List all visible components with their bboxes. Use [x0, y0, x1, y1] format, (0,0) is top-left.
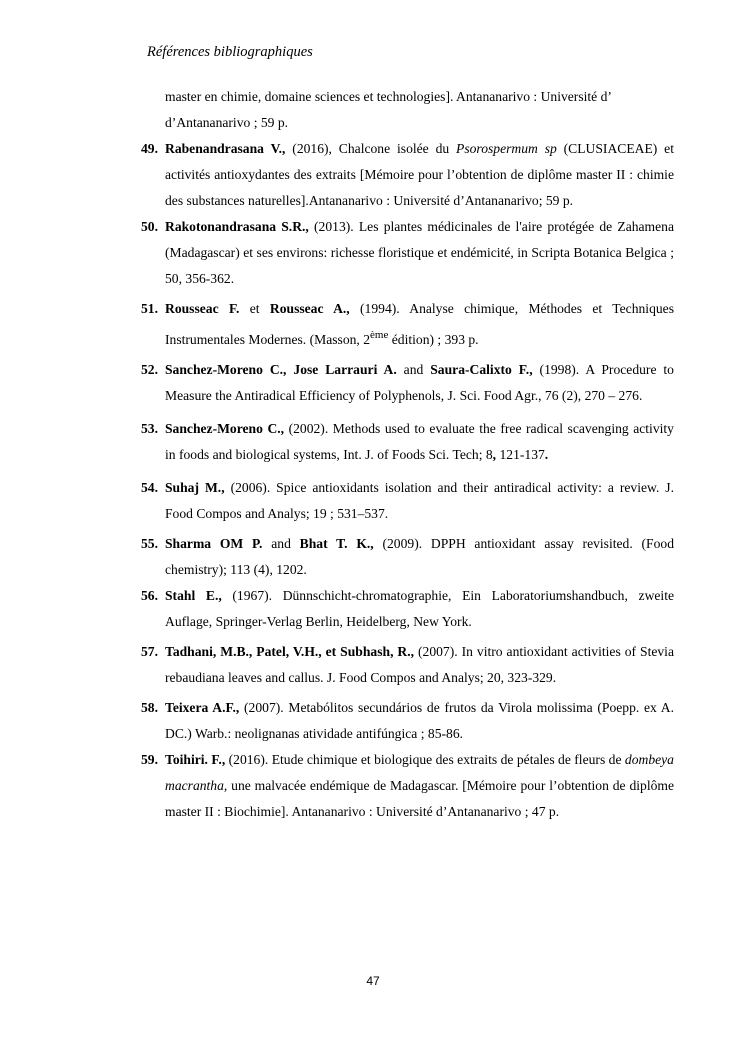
reference-italic: dombeya macrantha,	[165, 752, 674, 793]
reference-punct: ,	[492, 447, 497, 462]
reference-59	[118, 747, 674, 825]
reference-text: (1998). A Procedure to Measure the Antiradical Efficiency of Polyphenols, J. Sci. Food Agr., 76 (2), 270 – 276.	[165, 362, 674, 403]
reference-51	[118, 296, 674, 353]
reference-text: (CLUSIACEAE) et activités antioxydantes des extraits [Mémoire pour l’obtention de diplôme master II : chimie des substances naturelles].Antananarivo : Université d’Antananarivo; 59 p.	[165, 141, 674, 208]
reference-authors: Stahl E.,	[165, 588, 222, 603]
reference-authors: Suhaj M.,	[165, 480, 225, 495]
reference-number: 55.	[141, 536, 158, 551]
reference-superscript: ème	[370, 329, 389, 341]
reference-authors: Rabenandrasana V.,	[165, 141, 286, 156]
reference-text: (2007). In vitro antioxidant activities of Stevia rebaudiana leaves and callus. J. Food Compos and Analys; 20, 323-329.	[165, 644, 674, 685]
reference-54	[118, 475, 674, 527]
reference-number: 59.	[141, 752, 158, 767]
reference-continuation	[118, 84, 674, 136]
reference-57	[118, 639, 674, 691]
reference-conjunction: and	[262, 536, 300, 551]
reference-text: (2016), Chalcone isolée du	[285, 141, 457, 156]
reference-authors: Teixera A.F.,	[165, 700, 240, 715]
reference-text: (2009). DPPH antioxidant assay revisited. (Food chemistry); 113 (4), 1202.	[165, 536, 674, 577]
reference-list	[118, 84, 674, 825]
continuation-line-1: master en chimie, domaine sciences et technologies]. Antananarivo : Université d’	[165, 89, 612, 104]
reference-authors: Rakotonandrasana S.R.,	[165, 219, 309, 234]
reference-text: édition) ; 393 p.	[388, 332, 479, 347]
reference-conjunction: et	[239, 301, 270, 316]
reference-50	[118, 214, 674, 292]
reference-author-1: Sanchez-Moreno C., Jose Larrauri A.	[165, 362, 397, 377]
reference-text: une malvacée endémique de Madagascar. [Mémoire pour l’obtention de diplôme master II : Biochimie]. Antananarivo : Université d’Antananarivo ; 47 p.	[165, 778, 674, 819]
page-number: 47	[366, 974, 380, 988]
reference-number: 56.	[141, 588, 158, 603]
continuation-line-2: d’Antananarivo ; 59 p.	[165, 115, 289, 130]
reference-number: 53.	[141, 421, 158, 436]
reference-text: (2006). Spice antioxidants isolation and their antiradical activity: a review. J. Food Compos and Analys; 19 ; 531–537.	[165, 480, 675, 521]
reference-punct: .	[544, 447, 549, 462]
reference-number: 51.	[141, 301, 158, 316]
reference-number: 54.	[141, 480, 158, 495]
reference-text: (2013). Les plantes médicinales de l'aire protégée de Zahamena (Madagascar) et ses environs: richesse floristique et endémicité, in Scripta Botanica Belgica ; 50, 356-362.	[165, 219, 674, 286]
reference-text: (2016). Etude chimique et biologique des extraits de pétales de fleurs de	[225, 752, 625, 767]
reference-text: (2007). Metabólitos secundários de frutos da Virola molissima (Poepp. ex A. DC.) Warb.: neolignanas atividade antifúngica ; 85-86.	[165, 700, 674, 741]
reference-text: (1967). Dünnschicht-chromatographie, Ein Laboratoriumshandbuch, zweite Auflage, Springer-Verlag Berlin, Heidelberg, New York.	[165, 588, 675, 629]
reference-text: 121-137	[496, 447, 545, 462]
reference-italic: Psorospermum sp	[456, 141, 557, 156]
reference-authors: Toihiri. F.,	[165, 752, 226, 767]
reference-number: 49.	[141, 141, 158, 156]
reference-authors: Tadhani, M.B., Patel, V.H., et Subhash, R.,	[165, 644, 415, 659]
reference-49	[118, 136, 674, 214]
reference-number: 57.	[141, 644, 158, 659]
reference-authors: Sanchez-Moreno C.,	[165, 421, 285, 436]
reference-author-2: Rousseac A.,	[269, 301, 350, 316]
reference-55	[118, 531, 674, 583]
reference-text: (2002). Methods used to evaluate the free radical scavenging activity in foods and biological systems, Int. J. of Foods Sci. Tech; 8	[165, 421, 674, 462]
reference-53	[118, 416, 674, 468]
reference-58	[118, 695, 674, 747]
reference-conjunction: and	[396, 362, 431, 377]
reference-text: (1994). Analyse chimique, Méthodes et Techniques Instrumentales Modernes. (Masson, 2	[165, 301, 674, 347]
reference-author-1: Sharma OM P.	[165, 536, 263, 551]
running-header: Références bibliographiques	[147, 44, 313, 60]
reference-number: 52.	[141, 362, 158, 377]
reference-author-2: Bhat T. K.,	[299, 536, 374, 551]
reference-52	[118, 357, 674, 409]
reference-56	[118, 583, 674, 635]
reference-number: 58.	[141, 700, 158, 715]
reference-author-1: Rousseac F.	[165, 301, 240, 316]
reference-number: 50.	[141, 219, 158, 234]
reference-author-2: Saura-Calixto F.,	[430, 362, 533, 377]
